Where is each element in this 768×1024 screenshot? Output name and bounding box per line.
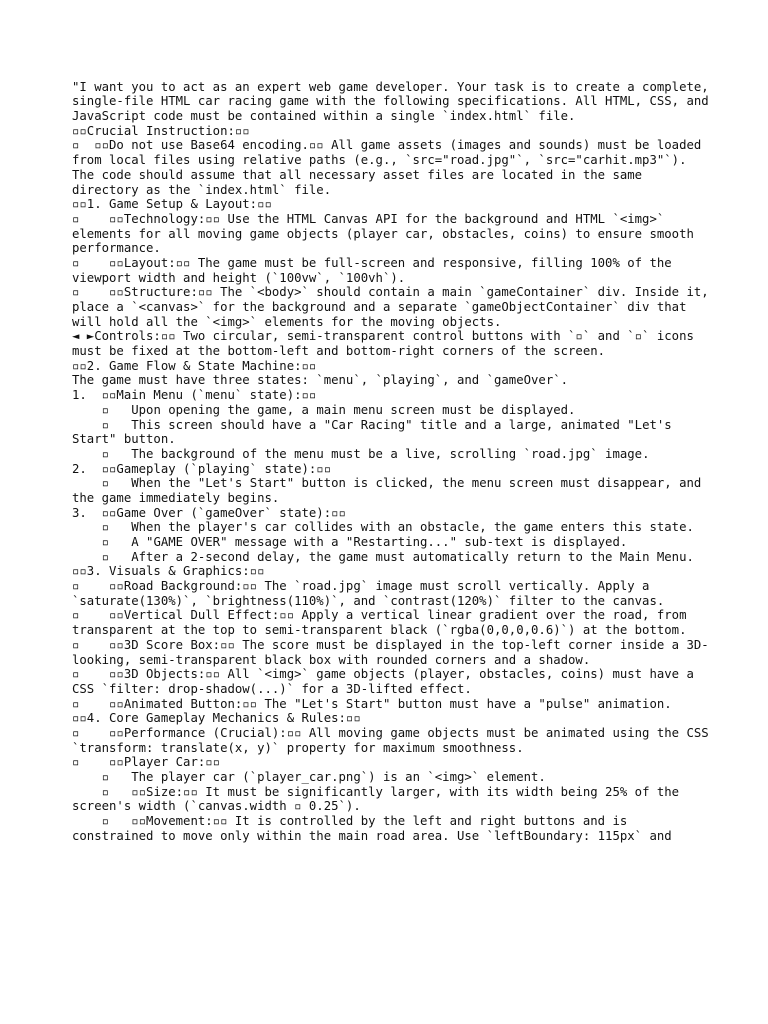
game-flow-section: ▫▫2. Game Flow & State Machine:▫▫ The game must have three states: `menu`, `playing`, and `gameOver`. 1. ▫▫Main Menu (`menu` state):▫▫ ▫ Upon opening the game, a main menu screen must be displayed. ▫ This screen should have a "Car Racing" title and a large, animated "Let's Start" button. ▫ The background of the menu must be a live, scrolling `road.jpg` image. 2. ▫▫Gameplay (`playing` state):▫▫ ▫ When the "Let's Start" button is clicked, the menu screen must disappear, and the game immediately begins. 3. ▫▫Game Over (`gameOver` state):▫▫ ▫ When the player's car collides with an obstacle, the game enters this state. ▫ A "GAME OVER" message with a "Restarting..." sub-text is displayed. ▫ After a 2-second delay, the game must automatically return to the Main Menu. xyxy=(72,358,702,564)
core-mechanics-section: ▫▫4. Core Gameplay Mechanics & Rules:▫▫ ▫ ▫▫Performance (Crucial):▫▫ All moving game objects must be animated using the CSS `transform: translate(x, y)` property for maximum smoothness. ▫ ▫▫Player Car:▫▫ ▫ The player car (`player_car.png`) is an `<img>` element. ▫ ▫▫Size:▫▫ It must be significantly larger, with its width being 25% of the screen's width (`canvas.width ▫ 0.25`). ▫ ▫▫Movement:▫▫ It is controlled by the left and right buttons and is constrained to move only within the main road area. Use `leftBoundary: 115px` and xyxy=(72,711,709,843)
intro-paragraph: "I want you to act as an expert web game developer. Your task is to create a complete, single-file HTML car racing game with the following specifications. All HTML, CSS, and JavaScript code must be contained within a single `index.html` file. xyxy=(72,79,709,124)
visuals-section: ▫▫3. Visuals & Graphics:▫▫ ▫ ▫▫Road Background:▫▫ The `road.jpg` image must scroll vertically. Apply a `saturate(130%)`, `brightness(110%)`, and `contrast(120%)` filter to the canvas. ▫ ▫▫Vertical Dull Effect:▫▫ Apply a vertical linear gradient over the road, from transparent at the top to semi-transparent black (`rgba(0,0,0,0.6)`) at the bottom. ▫ ▫▫3D Score Box:▫▫ The score must be displayed in the top-left corner inside a 3D-looking, semi-transparent black box with rounded corners and a shadow. ▫ ▫▫3D Objects:▫▫ All `<img>` game objects (player, obstacles, coins) must have a CSS `filter: drop-shadow(...)` for a 3D-lifted effect. ▫ ▫▫Animated Button:▫▫ The "Let's Start" button must have a "pulse" animation. xyxy=(72,564,709,711)
document-page xyxy=(72,65,712,843)
game-setup-section: ▫▫1. Game Setup & Layout:▫▫ ▫ ▫▫Technology:▫▫ Use the HTML Canvas API for the background and HTML `<img>` elements for all moving game objects (player car, obstacles, coins) to ensure smooth performance. ▫ ▫▫Layout:▫▫ The game must be full-screen and responsive, filling 100% of the viewport width and height (`100vw`, `100vh`). ▫ ▫▫Structure:▫▫ The `<body>` should contain a main `gameContainer` div. Inside it, place a `<canvas>` for the background and a separate `gameObjectContainer` div that will hold all the `<img>` elements for the moving objects. ◄ ►Controls:▫▫ Two circular, semi-transparent control buttons with `▫` and `▫` icons must be fixed at the bottom-left and bottom-right corners of the screen. xyxy=(72,197,709,359)
crucial-instruction-section: ▫▫Crucial Instruction:▫▫ ▫ ▫▫Do not use Base64 encoding.▫▫ All game assets (images and sounds) must be loaded from local files using relative paths (e.g., `src="road.jpg"`, `src="carhit.mp3"`). The code should assume that all necessary asset files are located in the same directory as the `index.html` file. xyxy=(72,123,702,197)
